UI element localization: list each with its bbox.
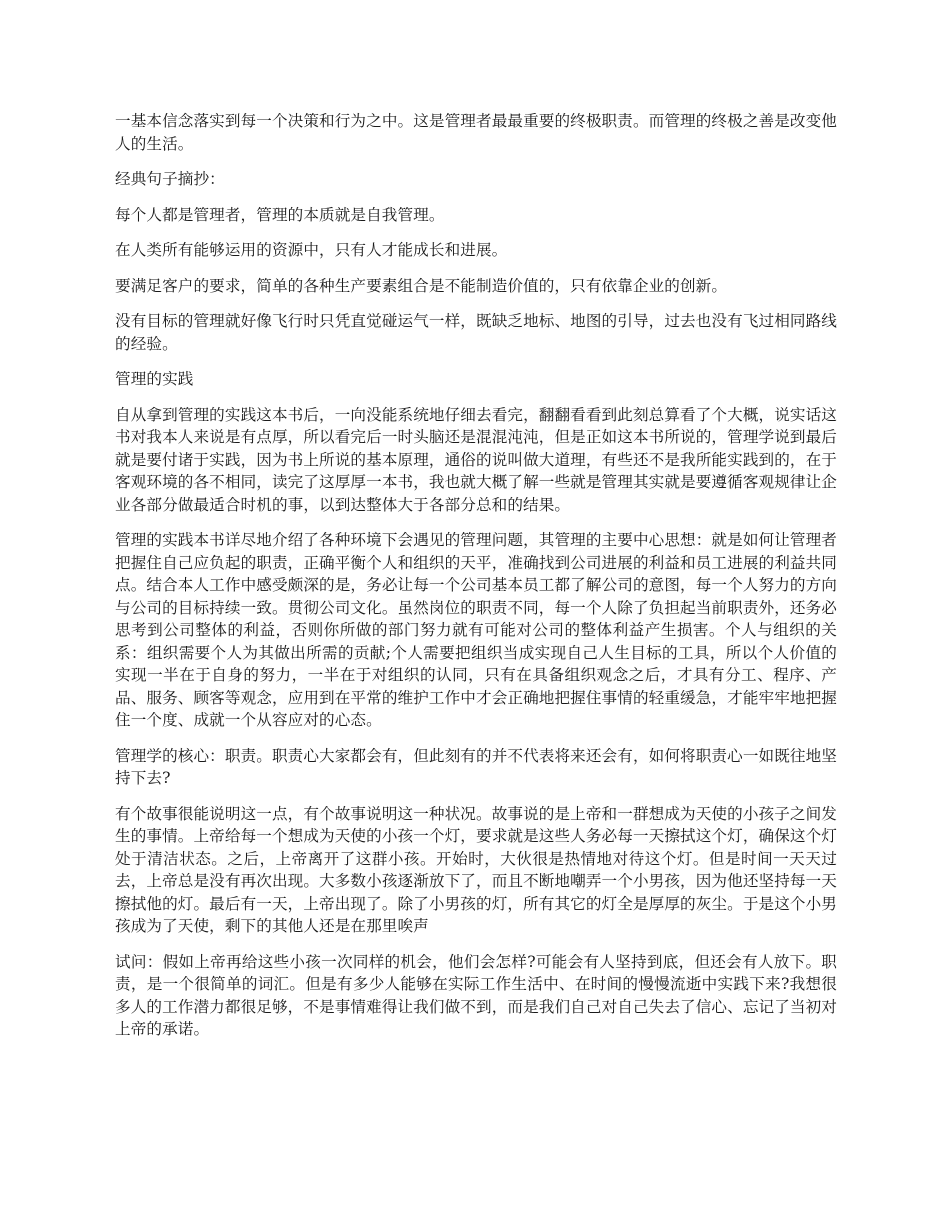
paragraph-quote-4: 没有目标的管理就好像飞行时只凭直觉碰运气一样，既缺乏地标、地图的引导，过去也没有飞过相同路线的经验。 [115, 312, 837, 353]
paragraph-conclusion: 试问：假如上帝再给这些小孩一次同样的机会，他们会怎样?可能会有人坚持到底，但还会有人放下。职责，是一个很简单的词汇。但是有多少人能够在实际工作生活中、在时间的慢慢流逝中实践下来?我想很多人的工作潜力都很足够，不是事情难得让我们做不到，而是我们自己对自己失去了信心、忘记了当初对上帝的承诺。 [115, 952, 837, 1038]
paragraph-story: 有个故事很能说明这一点，有个故事说明这一种状况。故事说的是上帝和一群想成为天使的小孩子之间发生的事情。上帝给每一个想成为天使的小孩一个灯，要求就是这些人务必每一天擦拭这个灯，确保这个灯处于清洁状态。之后，上帝离开了这群小孩。开始时，大伙很是热情地对待这个灯。但是时间一天天过去，上帝总是没有再次出现。大多数小孩逐渐放下了，而且不断地嘲弄一个小男孩，因为他还坚持每一天擦拭他的灯。最后有一天，上帝出现了。除了小男孩的灯，所有其它的灯全是厚厚的灰尘。于是这个小男孩成为了天使，剩下的其他人还是在那里唉声 [115, 804, 837, 935]
paragraph-management-ideas: 管理的实践本书详尽地介绍了各种环境下会遇见的管理问题，其管理的主要中心思想：就是如何让管理者把握住自己应负起的职责，正确平衡个人和组织的天平，准确找到公司进展的利益和员工进展的利益共同点。结合本人工作中感受颇深的是，务必让每一个公司基本员工都了解公司的意图，每一个人努力的方向与公司的目标持续一致。贯彻公司文化。虽然岗位的职责不同，每一个人除了负担起当前职责外，还务必思考到公司整体的利益，否则你所做的部门努力就有可能对公司的整体利益产生损害。个人与组织的关系：组织需要个人为其做出所需的贡献;个人需要把组织当成实现自己人生目标的工具，所以个人价值的实现一半在于自身的努力，一半在于对组织的认同，只有在具备组织观念之后，才具有分工、程序、产品、服务、顾客等观念，应用到在平常的维护工作中才会正确地把握住事情的轻重缓急，才能牢牢地把握住一个度、成就一个从容应对的心态。 [115, 531, 837, 729]
paragraph-quotes-heading: 经典句子摘抄： [115, 170, 225, 188]
paragraph-quote-1: 每个人都是管理者，管理的本质就是自我管理。 [115, 205, 445, 224]
paragraph-core-responsibility: 管理学的核心：职责。职责心大家都会有，但此刻有的并不代表将来还会有，如何将职责心一如既往地坚持下去? [115, 746, 837, 787]
document-body [115, 110, 837, 1054]
paragraph-quote-3: 要满足客户的要求，简单的各种生产要素组合是不能制造价值的，只有依靠企业的创新。 [115, 276, 728, 295]
paragraph-reading-summary: 自从拿到管理的实践这本书后，一向没能系统地仔细去看完，翻翻看看到此刻总算看了个大概，说实话这书对我本人来说是有点厚，所以看完后一时头脑还是混混沌沌，但是正如这本书所说的，管理学说到最后就是要付诸于实践，因为书上所说的基本原理，通俗的说叫做大道理，有些还不是我所能实践到的，在于客观环境的各不相同，读完了这厚厚一本书，我也就大概了解一些就是管理其实就是要遵循客观规律让企业各部分做最适合时机的事，以到达整体大于各部分总和的结果。 [115, 405, 837, 514]
paragraph-quote-2: 在人类所有能够运用的资源中，只有人才能成长和进展。 [115, 241, 508, 259]
paragraph-section-title: 管理的实践 [115, 370, 194, 388]
paragraph-intro-continuation: 一基本信念落实到每一个决策和行为之中。这是管理者最最重要的终极职责。而管理的终极之善是改变他人的生活。 [115, 112, 837, 153]
